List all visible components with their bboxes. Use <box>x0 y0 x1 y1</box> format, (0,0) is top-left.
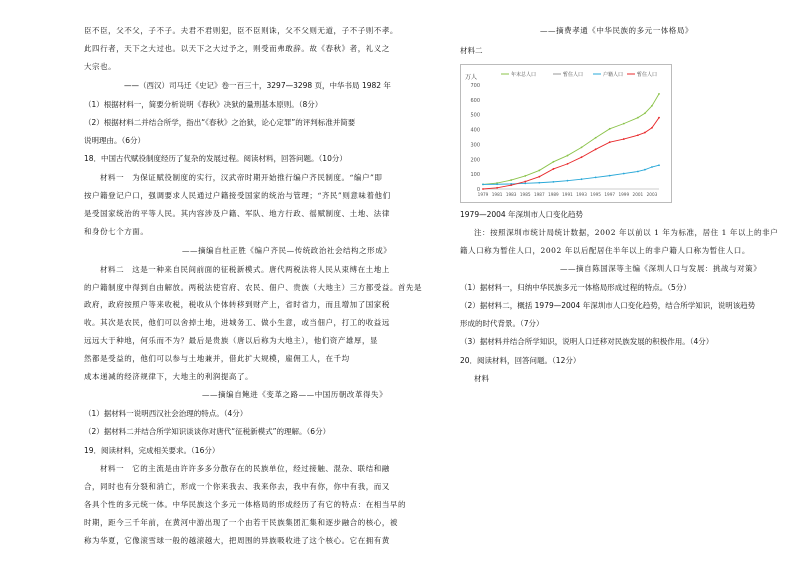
data-point <box>637 134 639 136</box>
legend-label: 暂住人口 <box>637 72 658 78</box>
data-point <box>595 137 597 139</box>
y-tick-label: 100 <box>470 172 480 179</box>
material-text: 按户籍登记户口，强调要求人民通过户籍接受国家的统治与管理；“齐民”则意味着他们 <box>84 191 391 200</box>
x-tick-label: 1991 <box>562 192 573 197</box>
legend-label: 年末总人口 <box>511 72 537 78</box>
data-point <box>496 187 498 189</box>
material-text: 各具个性的多元统一体。中华民族这个多元一体格局的形成经历了有它的特点：在相当早的 <box>84 500 406 509</box>
data-point <box>651 127 653 129</box>
question-heading: 20．阅读材料，回答问题。（12分） <box>460 356 581 365</box>
material-text: 收。其次是农民，他们可以舍掉土地，进城务工、做小生意，或当佃户，打工的收益远 <box>84 318 390 327</box>
x-tick-label: 1999 <box>618 192 630 197</box>
data-point <box>644 132 646 134</box>
data-point <box>553 161 555 163</box>
material-label: 材料二 <box>460 46 483 55</box>
material-label: 材料 <box>474 374 489 383</box>
series-line <box>483 165 659 184</box>
data-point <box>538 176 540 178</box>
y-axis-unit: 万人 <box>465 74 478 81</box>
y-tick-label: 400 <box>470 127 480 134</box>
y-tick-label: 300 <box>470 142 480 149</box>
material-text: 称为华夏，它像滚雪球一般的越滚越大，把周围的异族吸收进了这个核心。它在拥有黄 <box>84 536 390 545</box>
data-point <box>644 112 646 114</box>
y-tick-label: 500 <box>470 112 480 119</box>
data-point <box>623 123 625 125</box>
question: （2）据材料二，概括 1979—2004 年深圳市人口变化趋势，结合所学知识，说明该趋势 <box>460 301 756 310</box>
source-citation: ——摘费孝通《中华民族的多元一体格局》 <box>540 26 693 35</box>
source-citation: ——（西汉）司马迁《史记》卷一百三十，3297—3298 页，中华书局 1982 年 <box>124 81 391 90</box>
material-text: 的户籍制度中得到自由解放。两税法使官府、农民、佃户、贵族（大地主）三方都受益。首先是 <box>84 283 423 292</box>
data-point <box>623 138 625 140</box>
data-point <box>510 184 512 186</box>
chart-caption: 1979—2004 年深圳市人口变化趋势 <box>460 210 584 219</box>
material-text: 合，同时也有分裂和消亡，形成一个你来我去、我来你去，我中有你，你中有我，而又 <box>84 482 390 491</box>
data-point <box>623 173 625 175</box>
question: 形成的时代背景。（7分） <box>460 319 544 328</box>
data-point <box>510 179 512 181</box>
question: （1）根据材料一，简要分析说明《春秋》决狱的量刑基本原则。（8分） <box>84 100 323 109</box>
text-line: 大宗也。 <box>84 62 117 71</box>
data-point <box>524 182 526 184</box>
data-point <box>581 178 583 180</box>
question: （2）根据材料二并结合所学，指出“《春秋》之治狱，论心定罪”的评判标准并简要 <box>84 118 356 127</box>
data-point <box>658 117 660 119</box>
data-point <box>538 182 540 184</box>
data-point <box>482 188 484 190</box>
source-citation: ——摘自陈国深等主编《深圳人口与发展：挑战与对策》 <box>560 264 762 273</box>
material-text: 材料二 这是一种来自民间前面的征税新模式。唐代两税法将人民从束缚在土地上 <box>100 265 390 274</box>
question-heading: 19．阅读材料，完成相关要求。（16分） <box>84 446 220 455</box>
data-point <box>637 117 639 119</box>
source-citation: ——摘编自杜正胜《编户齐民—传统政治社会结构之形成》 <box>182 246 392 255</box>
y-tick-label: 600 <box>470 97 480 104</box>
question: （2）据材料二并结合所学知识谈谈你对唐代“征税新模式”的理解。（6分） <box>84 427 331 436</box>
data-point <box>651 166 653 168</box>
data-point <box>524 181 526 183</box>
population-line-chart <box>460 64 672 203</box>
data-point <box>651 105 653 107</box>
material-text: 是受国家统治的平等人民。其内容涉及户籍、军队、地方行政、徭赋制度、土地、法律 <box>84 209 390 218</box>
data-point <box>553 168 555 170</box>
x-tick-label: 1997 <box>604 192 616 197</box>
x-tick-label: 1987 <box>533 192 545 197</box>
data-point <box>581 147 583 149</box>
material-text: 政府，政府按照户等来收税，税收从个体转移到财产上，省时省力，而且增加了国家税 <box>84 300 390 309</box>
question: （3）据材料并结合所学知识，说明人口迁移对民族发展的积极作用。（4分） <box>460 337 714 346</box>
y-tick-label: 700 <box>470 83 480 89</box>
data-point <box>609 141 611 143</box>
legend-label: 户籍人口 <box>603 72 624 78</box>
x-tick-label: 1995 <box>590 192 601 197</box>
data-point <box>567 155 569 157</box>
data-point <box>658 93 660 95</box>
x-tick-label: 1989 <box>548 192 559 197</box>
x-tick-label: 2001 <box>632 192 644 197</box>
material-text: 远远大于种地，何乐而不为？最后是贵族（唐以后称为大地主），他们资产雄厚，显 <box>84 336 379 345</box>
y-tick-label: 200 <box>470 157 480 164</box>
data-point <box>595 148 597 150</box>
data-point <box>496 183 498 185</box>
y-tick-label: 0 <box>476 187 480 193</box>
data-point <box>658 164 660 166</box>
question: （1）据材料一，归纳中华民族多元一体格局形成过程的特点。（5分） <box>460 283 691 292</box>
material-text: 和身份七个方面。 <box>84 227 149 236</box>
x-tick-label: 1983 <box>505 192 517 197</box>
data-point <box>538 170 540 172</box>
text-line: 此四行者，天下之大过也。以天下之大过予之，则受而弗敢辞。故《春秋》者，礼义之 <box>84 44 390 53</box>
x-tick-label: 1985 <box>519 192 531 197</box>
legend-label: 暂住人口 <box>563 72 584 78</box>
material-text: 然都是受益的，他们可以参与土地兼并，借此扩大规模，雇佣工人，在千均 <box>84 354 350 363</box>
data-point <box>637 171 639 173</box>
question: 说明理由。（6分） <box>84 136 146 145</box>
x-tick-label: 2003 <box>646 192 658 197</box>
x-tick-label: 1979 <box>477 192 489 197</box>
material-text: 材料一 为保证赋役制度的实行，汉武帝时期开始推行编户齐民制度。“编户”即 <box>100 173 383 182</box>
data-point <box>609 175 611 177</box>
data-point <box>581 156 583 158</box>
data-point <box>482 183 484 185</box>
note-text: 籍人口称为暂住人口，2002 年以后配居住半年以上的非户籍人口称为暂住人口。 <box>460 246 750 255</box>
data-point <box>524 175 526 177</box>
question-heading: 18．中国古代赋役制度经历了复杂的发展过程。阅读材料，回答问题。（10分） <box>84 154 347 163</box>
question: （1）据材料一说明西汉社会治理的特点。（4分） <box>84 409 248 418</box>
data-point <box>567 163 569 165</box>
data-point <box>609 128 611 130</box>
material-text: 时期，距今三千年前，在黄河中游出现了一个由若干民族集团汇集和逐步融合的核心，被 <box>84 518 398 527</box>
source-citation: ——摘编自鲍进《变革之路——中国历朝改革得失》 <box>202 390 388 399</box>
data-point <box>567 180 569 182</box>
note-text: 注：按照深圳市统计局统计数据，2002 年以前以 1 年为标准，居住 1 年以上的非户 <box>474 228 779 237</box>
series-line <box>483 94 659 184</box>
x-tick-label: 1981 <box>491 192 503 197</box>
material-text: 材料一 它的主流是由许许多多分散存在的民族单位，经过接触、混杂、联结和融 <box>100 464 390 473</box>
data-point <box>595 177 597 179</box>
data-point <box>644 169 646 171</box>
x-tick-label: 1993 <box>576 192 587 197</box>
material-text: 成本递减的经济规律下，大地主的利润提高了。 <box>84 372 254 381</box>
text-line: 臣不臣，父不父，子不子。夫君不君则犯，臣不臣则诛，父不父则无道，子不子则不孝。 <box>84 26 398 35</box>
data-point <box>553 181 555 183</box>
